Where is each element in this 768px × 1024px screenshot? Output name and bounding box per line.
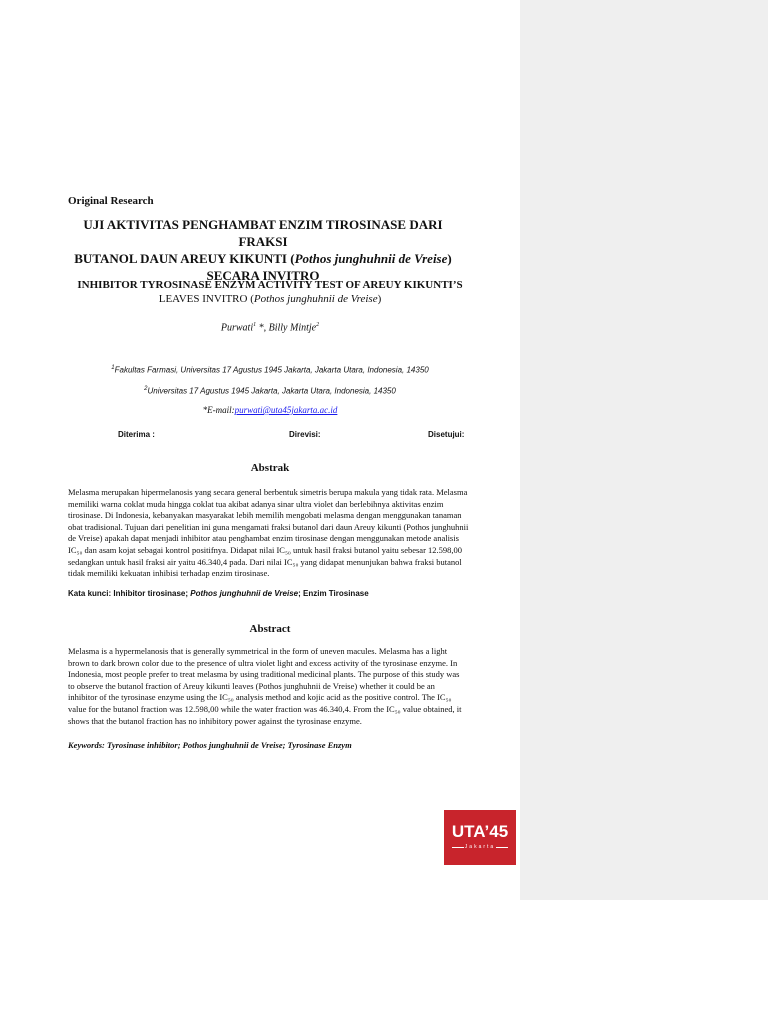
article-type-label: Original Research (68, 195, 154, 207)
logo-rule-right (496, 847, 508, 848)
title-line-2: BUTANOL DAUN AREUY KIKUNTI (Pothos junghuhnii de Vreise) (74, 251, 452, 266)
email-link[interactable]: purwati@uta45jakarta.ac.id (234, 405, 338, 415)
received-date: Diterima : (118, 430, 155, 439)
affiliation-1: $^1$Fakultas Farmasi, Universitas 17 Agustus 1945 Jakarta, Jakarta Utara, Indonesia, 14350 (111, 365, 429, 375)
english-title (60, 278, 480, 306)
affiliation-2: $^2$Universitas 17 Agustus 1945 Jakarta, Jakarta Utara, Indonesia, 14350 (144, 386, 396, 396)
comment-pane (520, 0, 768, 900)
abstract-body: Melasma is a hypermelanosis that is generally symmetrical in the form of uneven macules. Melasma has a light brown to dark brown color due to the presence of ultra violet light and excess activity of the tyrosinase enzyme. In Indonesia, most people prefer to treat melasma by using traditional medicinal plants. The purpose of this study was to observe the butanol fraction of Areuy kikunti leaves (Pothos junghuhnii de Vreise) whether it could be an inhibitor of the tyrosinase enzyme using the IC₅₀ analysis method and kojic acid as the positive control. The IC₅₀ value for the butanol fraction was 12.598,00 while the water fraction was 46.340,4. From the IC₅₀ value obtained, it shows that the butanol fraction has no inhibitory power against the tyrosinase enzyme. (68, 646, 462, 726)
paper-title (60, 216, 466, 284)
accepted-date: Disetujui: (428, 430, 465, 439)
abstrak-body: Melasma merupakan hipermelanosis yang secara general berbentuk simetris berupa makula yang tidak rata. Melasma memiliki warna coklat muda hingga coklat tua akibat adanya sinar ultra violet dan berlebihnya aktivitas enzim tirosinase. Di Indonesia, kebanyakan masyarakat lebih memilih mengobati melasma dengan menggunakan tanaman obat tradisional. Tujuan dari penelitian ini guna mengamati fraksi butanol dari daun Areuy kikunti (Pothos junghuhnii de Vreise) apakah dapat menjadi inhibitor atau penghambat enzim tirosinase dengan menggunakan metode analisis IC₅₀ dan asam kojat sebagai kontrol positifnya. Didapat nilai IC₅₀ untuk hasil fraksi butanol yaitu sebesar 12.598,00 sedangkan untuk hasil fraksi air yaitu 46.340,4 pada. Dari nilai IC₅₀ yang didapat menunjukan bahwa fraksi butanol tidak memiliki kekuatan inhibisi terhadap enzim tirosinase. (68, 487, 469, 579)
corresponding-email: *E-mail:purwati@uta45jakarta.ac.id (202, 405, 338, 415)
keywords: Keywords: Tyrosinase inhibitor; Pothos junghuhnii de Vreise; Tyrosinase Enzym (68, 740, 352, 750)
logo-text: UTA’45 (451, 822, 509, 841)
abstract-heading: Abstract (249, 623, 291, 635)
english-title-line-1: INHIBITOR TYROSINASE ENZYM ACTIVITY TEST OF AREUY KIKUNTI’S (77, 279, 463, 291)
title-line-3: SECARA INVITRO (206, 268, 320, 283)
title-line-1: UJI AKTIVITAS PENGHAMBAT ENZIM TIROSINASE DARI FRAKSI (83, 217, 443, 249)
abstrak-heading: Abstrak (250, 462, 290, 474)
revised-date: Direvisi: (289, 430, 321, 439)
english-title-line-2: LEAVES INVITRO (Pothos junghuhnii de Vreise) (158, 293, 382, 305)
kata-kunci: Kata kunci: Inhibitor tirosinase; Pothos junghuhnii de Vreise; Enzim Tirosinase (68, 589, 369, 598)
uta45-logo (444, 810, 516, 865)
authors: Purwati$^1$ *, Billy Mintje$^2$ (220, 322, 320, 334)
logo-subtext: Jakarta (464, 844, 496, 850)
